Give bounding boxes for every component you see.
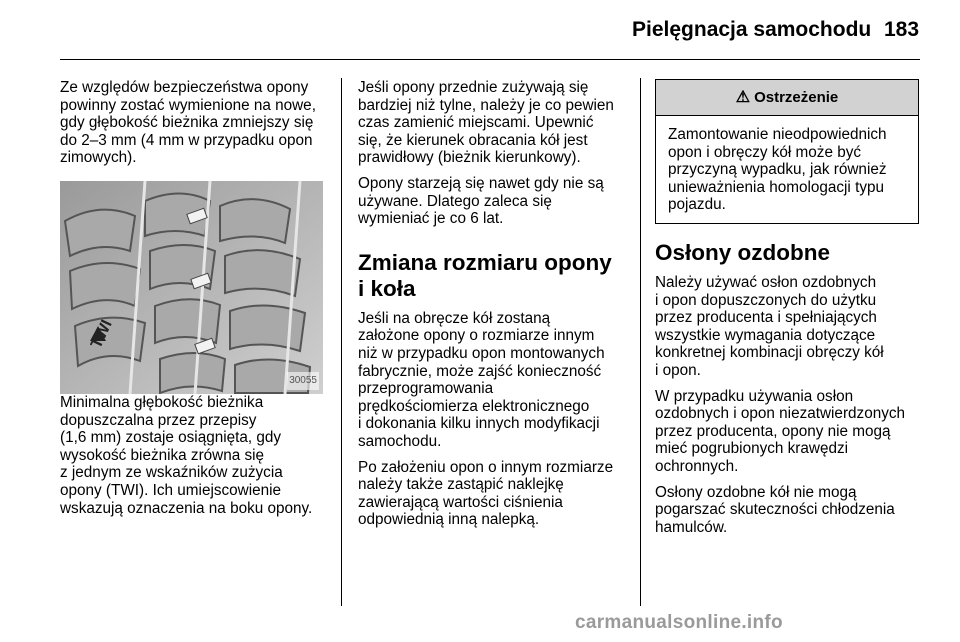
- page-number: 183: [884, 18, 920, 41]
- sticker-paragraph: Po założeniu opon o innym rozmiarze należy także zastąpić naklejkę zawierającą wartości ciśnienia odpowiednią inną nalepką.: [358, 458, 614, 529]
- column-1: [60, 79, 334, 517]
- page-header: [0, 0, 960, 60]
- twi-label: TWI: [88, 317, 116, 352]
- tire-tread-illustration: [60, 181, 323, 394]
- watermark: carmanualsonline.info: [575, 612, 783, 633]
- covers-paragraph-3: Osłony ozdobne kół nie mogą pogarszać skuteczności chłodzenia hamulców.: [655, 483, 895, 536]
- warning-title: Ostrzeżenie: [754, 88, 839, 106]
- covers-paragraph-2: W przypadku używania osłon ozdobnych i opon niezatwierdzonych przez producenta, opony nie mogą mieć pogrubionych krawędzi ochronnych.: [655, 387, 906, 475]
- size-change-paragraph: Jeśli na obręcze kół zostaną założone opony o rozmiarze innym niż w przypadku opon montowanych fabrycznie, może zajść konieczność przeprogramowania prędkościomierza elektronicznego i dokonania kilku innych modyfikacji samochodu.: [358, 309, 605, 450]
- column-divider-2: [640, 78, 641, 606]
- section-heading-wheel-covers: Osłony ozdobne: [655, 239, 831, 265]
- column-2: [358, 79, 628, 529]
- header-divider: [60, 59, 920, 60]
- figure-number: 30055: [287, 372, 319, 390]
- warning-box: [655, 79, 919, 224]
- figure-caption: Minimalna głębokość bieżnika dopuszczalna przez przepisy (1,6 mm) zostaje osiągnięta, gdy wysokość bieżnika zrówna się z jednym ze wskaźników zużycia opony (TWI). Ich umiejscowienie wskazują oznaczenia na boku opony.: [60, 393, 313, 517]
- page-title: Pielęgnacja samochodu: [632, 18, 872, 41]
- aging-paragraph: Opony starzeją się nawet gdy nie są używane. Dlatego zaleca się wymieniać je co 6 lat.: [358, 174, 604, 228]
- warning-text: Zamontowanie nieodpowiednich opon i obręczy kół może być przyczyną wypadku, jak również unieważnienia homologacji typu pojazdu.: [668, 126, 887, 214]
- column-3: [655, 79, 923, 536]
- tire-tread-figure: [60, 181, 323, 394]
- rotation-paragraph: Jeśli opony przednie zużywają się bardziej niż tylne, należy je co pewien czas zamienić miejscami. Upewnić się, że kierunek obracania kół jest prawidłowy (bieżnik kierunkowy).: [358, 79, 614, 167]
- column-divider-1: [341, 78, 342, 606]
- warning-triangle-icon: ⚠: [735, 88, 751, 106]
- warning-header: [656, 80, 918, 116]
- covers-paragraph-1: Należy używać osłon ozdobnych i opon dopuszczonych do użytku przez producenta i spełniających wszystkie wymagania dotyczące konkretnej kombinacji obręczy kół i opon.: [655, 273, 884, 379]
- section-heading-size-change: Zmiana rozmiaru opony i koła: [358, 249, 612, 301]
- intro-paragraph: Ze względów bezpieczeństwa opony powinny zostać wymienione na nowe, gdy głębokość bieżnika zmniejszy się do 2–3 mm (4 mm w przypadku opon zimowych).: [60, 79, 316, 167]
